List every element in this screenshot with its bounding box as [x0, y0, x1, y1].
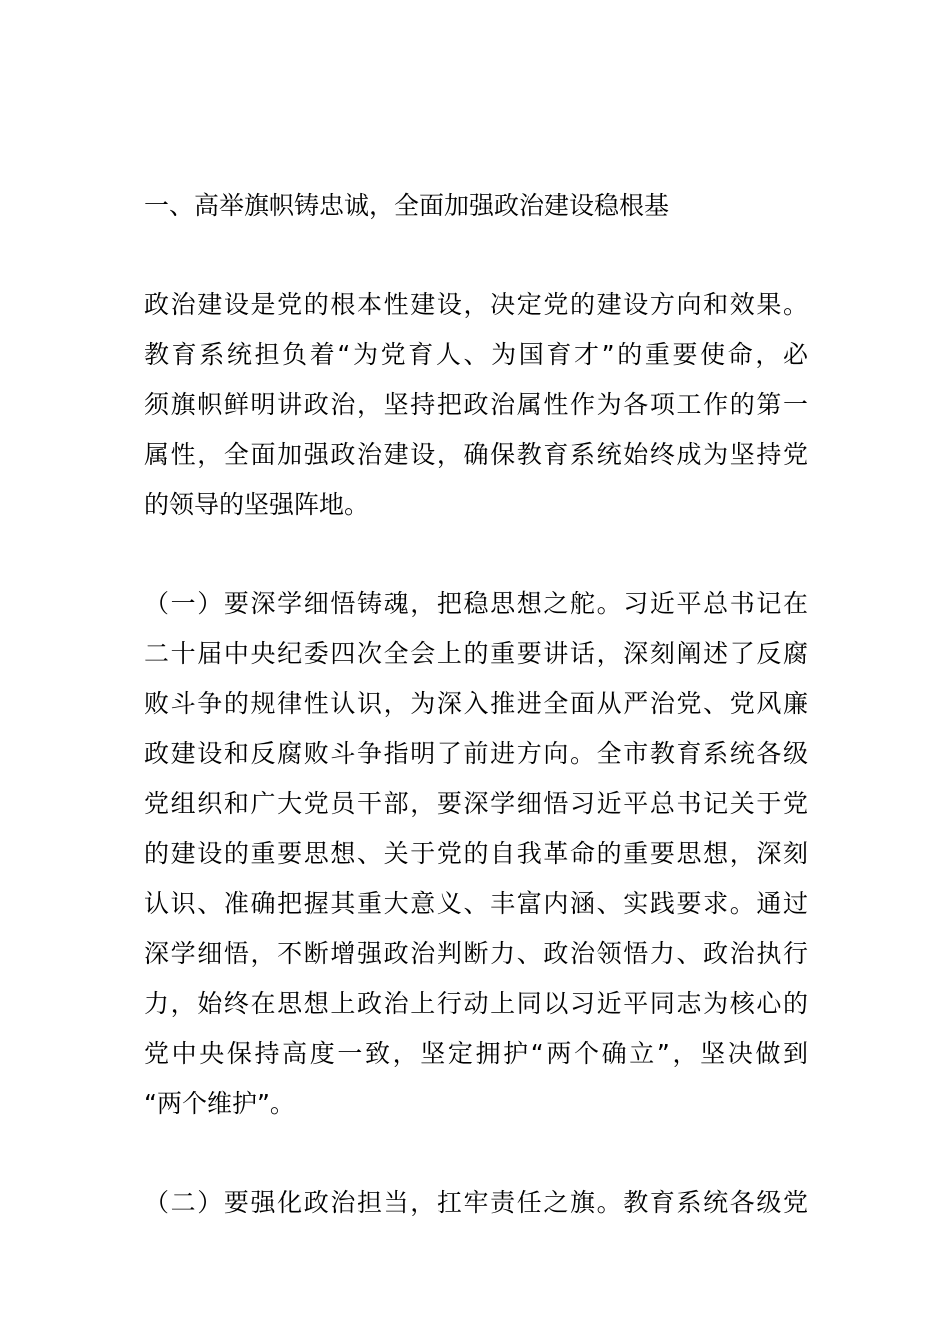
- section-heading: 一、高举旗帜铸忠诚，全面加强政治建设稳根基: [144, 191, 670, 220]
- paragraph-line: 政治建设是党的根本性建设，决定党的建设方向和效果。: [144, 290, 808, 319]
- paragraph-deep-study: [144, 579, 808, 1129]
- paragraph-line: 须旗帜鲜明讲政治，坚持把政治属性作为各项工作的第一: [144, 390, 808, 419]
- paragraph-spacer: [144, 231, 808, 280]
- paragraph-line: 的领导的坚强阵地。: [144, 490, 370, 519]
- paragraph-line: 属性，全面加强政治建设，确保教育系统始终成为坚持党: [144, 440, 808, 469]
- paragraph-line: “两个维护”。: [144, 1089, 295, 1118]
- paragraph-spacer: [144, 1129, 808, 1178]
- paragraph-line: （一）要深学细悟铸魂，把稳思想之舵。习近平总书记在: [144, 589, 808, 618]
- paragraph-line: 政建设和反腐败斗争指明了前进方向。全市教育系统各级: [144, 739, 808, 768]
- paragraph-line: 深学细悟，不断增强政治判断力、政治领悟力、政治执行: [144, 939, 808, 968]
- paragraph-line: 党中央保持高度一致，坚定拥护“两个确立”，坚决做到: [144, 1039, 808, 1068]
- paragraph-line: 二十届中央纪委四次全会上的重要讲话，深刻阐述了反腐: [144, 639, 808, 668]
- paragraph-political-building: [144, 280, 808, 530]
- document-body: [144, 181, 808, 1228]
- paragraph-line: 认识、准确把握其重大意义、丰富内涵、实践要求。通过: [144, 889, 808, 918]
- paragraph-line: 党组织和广大党员干部，要深学细悟习近平总书记关于党: [144, 789, 808, 818]
- paragraph-line: 力，始终在思想上政治上行动上同以习近平同志为核心的: [144, 989, 808, 1018]
- paragraph-spacer: [144, 530, 808, 579]
- paragraph-line: 教育系统担负着“为党育人、为国育才”的重要使命，必: [144, 340, 808, 369]
- paragraph-line: 的建设的重要思想、关于党的自我革命的重要思想，深刻: [144, 839, 808, 868]
- paragraph-line: （二）要强化政治担当，扛牢责任之旗。教育系统各级党: [144, 1188, 808, 1217]
- paragraph-political-responsibility: [144, 1178, 808, 1228]
- paragraph-line: 败斗争的规律性认识，为深入推进全面从严治党、党风廉: [144, 689, 808, 718]
